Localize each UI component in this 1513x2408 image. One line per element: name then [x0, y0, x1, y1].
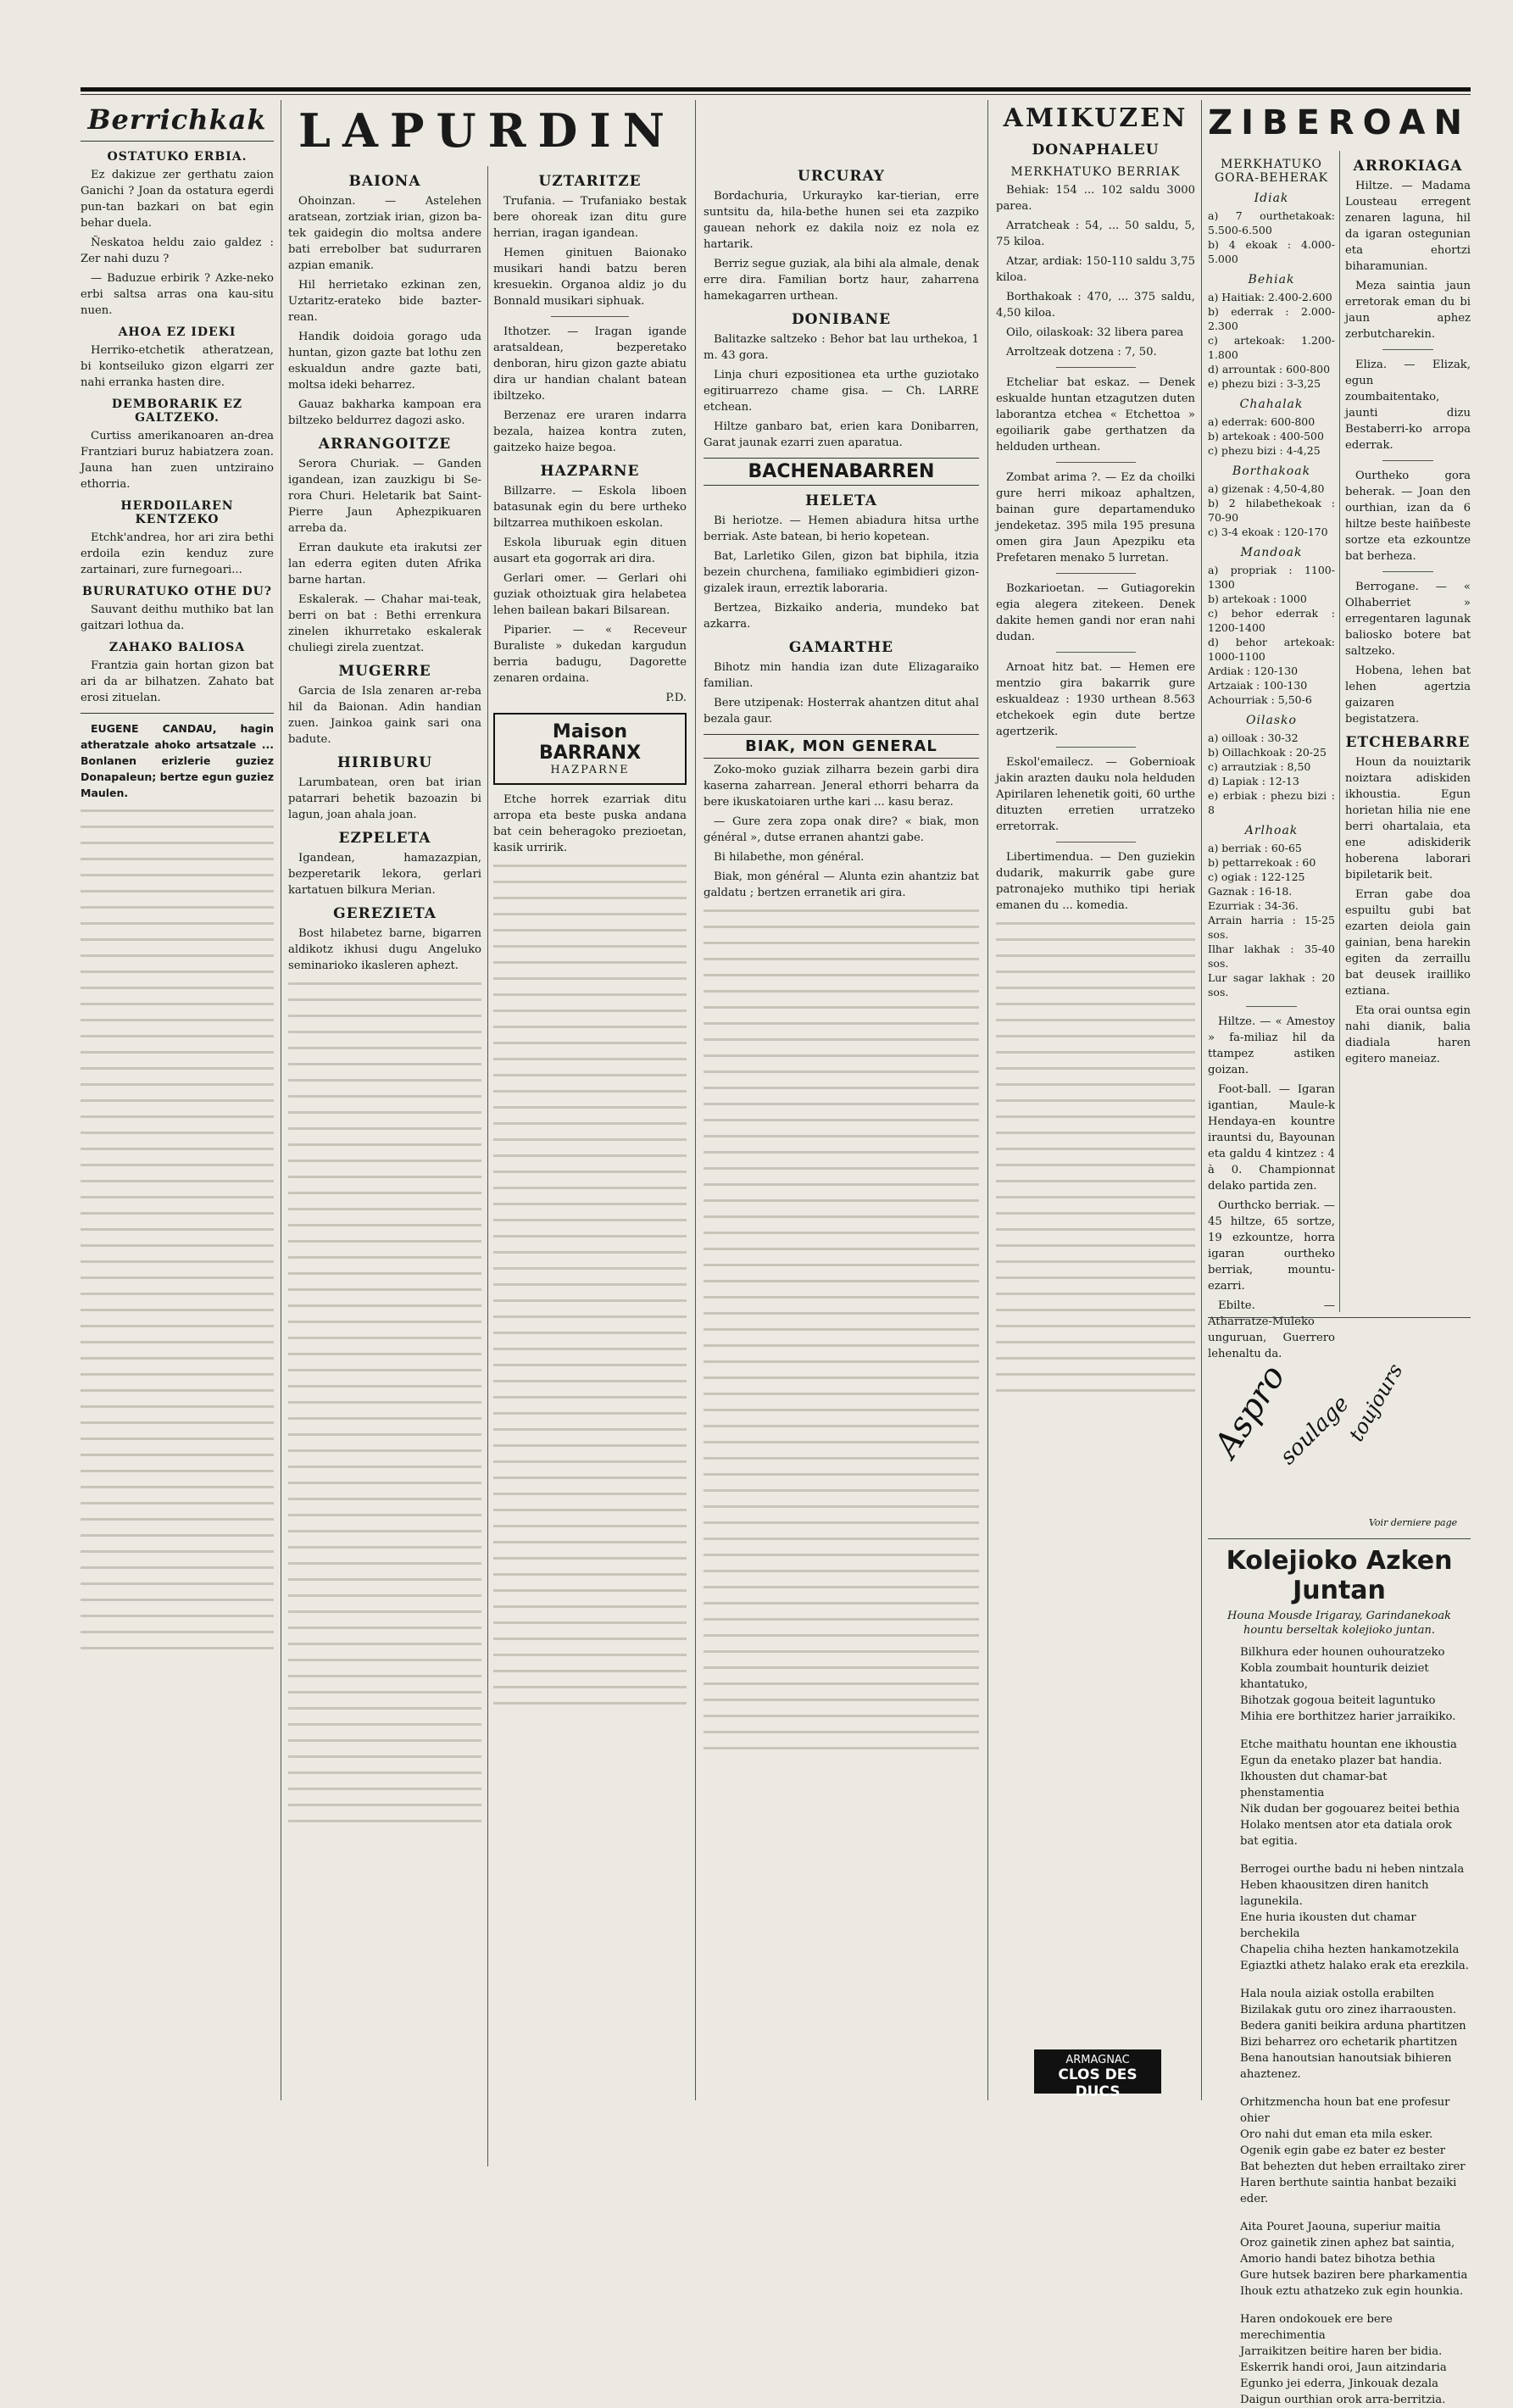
signature: P.D. — [665, 692, 687, 704]
paragraph: Sauvant deithu muthiko bat lan gaitzari lothua da. — [81, 603, 274, 632]
heading-arrangoitze: ARRANGOITZE — [318, 436, 452, 453]
heading-ostatuko-erbia: OSTATUKO ERBIA. — [107, 150, 248, 164]
price-line: Artzaiak : 100-130 — [1208, 679, 1308, 692]
price-list — [1208, 731, 1335, 817]
paragraph: Gauaz bakharka kampoan era biltzeko beldurrez dagozi asko. — [288, 398, 481, 427]
heading-donibane: DONIBANE — [791, 311, 892, 328]
poem-line: Kobla zoumbait hounturik deiziet khantatuko, — [1240, 1662, 1429, 1691]
price-line: Ezurriak : 34-36. — [1208, 899, 1299, 912]
poem-line: Amorio handi batez bihotza bethia — [1240, 2253, 1436, 2266]
paragraph: — Gure zera zopa onak dire? « biak, mon général », dutse erranen ahantzi gabe. — [704, 815, 979, 844]
paragraph: Eskalerak. — Chahar mai-teak, berri on bat : Bethi errenkura zinelen ikhurretako eskalerak chuliegi zirela zuentzat. — [288, 593, 481, 654]
text-block — [704, 904, 979, 1752]
price-list — [1208, 481, 1335, 539]
column-divider — [1339, 151, 1340, 1312]
paragraph: Behiak: 154 ... 102 saldu 3000 parea. — [996, 184, 1195, 213]
paragraph: Zombat arima ?. — Ez da choilki gure herri mikoaz aphaltzen, bainan gure departamenduko jendeketaz. 395 mila 195 presuna omen gira Jaun Apezpiku eta Prefetaren menako 5 lurretan. — [996, 471, 1195, 564]
price-line: Achourriak : 5,50-6 — [1208, 693, 1312, 706]
paragraph: Balitazke saltzeko : Behor bat lau urthekoa, 1 m. 43 gora. — [704, 333, 979, 362]
price-line: Lur sagar lakhak : 20 sos. — [1208, 971, 1335, 998]
column-divider — [987, 100, 988, 2100]
handwriting-graphic — [1208, 1318, 1471, 1538]
price-line: d) Lapiak : 12-13 — [1208, 775, 1299, 787]
heading-demborarik: DEMBORARIK EZ GALTZEKO. — [111, 398, 243, 425]
heading-bachenabarren: BACHENABARREN — [704, 458, 979, 486]
poem-line: Bizilakak gutu oro zinez iharraousten. — [1240, 2004, 1457, 2016]
divider — [1056, 842, 1136, 843]
paragraph: Meza saintia jaun erretorak eman du bi jaun aphez zerbutcharekin. — [1345, 280, 1471, 341]
poem-line: Bizi beharrez oro echetarik phartitzen — [1240, 2036, 1458, 2049]
poem-line: Bena hanoutsian hanoutsiak bihieren ahaztenez. — [1240, 2052, 1452, 2081]
paragraph: Bi hilabethe, mon général. — [714, 851, 865, 864]
poem-line: Etche maithatu hountan ene ikhoustia — [1240, 1738, 1457, 1751]
divider — [1382, 571, 1432, 572]
heading-baiona: BAIONA — [348, 173, 421, 190]
paragraph: Etche horrek ezarriak ditu arropa eta beste puska andana bat cein beheragoko prezioetan, kasik urririk. — [493, 793, 687, 854]
poem-line: Orhitzmencha houn bat ene profesur ohier — [1240, 2096, 1450, 2125]
subheading: Oilasko — [1246, 714, 1297, 727]
column-divider — [1201, 100, 1202, 2100]
subheading: Behiak — [1248, 273, 1295, 286]
paragraph: Hobena, lehen bat lehen agertzia gaizaren begistatzera. — [1345, 665, 1471, 726]
heading-etchebarre: ETCHEBARRE — [1345, 734, 1471, 751]
paragraph: Bordachuria, Urkurayko kar-tierian, erre suntsitu da, hila-bethe hunen sei eta zazpiko gauean nehork ez dakila noiz ez nola ez hartarik. — [704, 190, 979, 251]
paragraph: Trufania. — Trufaniako bestak bere ohoreak izan ditu gure herrian, iragan igandean. — [493, 195, 687, 240]
armagnac-stamp — [1034, 2049, 1161, 2100]
paragraph: Garcia de Isla zenaren ar-reba hil da Baionan. Adin handian zuen. Jainkoa gaink sari ona badute. — [288, 685, 481, 746]
column-divider — [695, 100, 696, 2100]
paragraph: Berriz segue guziak, ala bihi ala almale, denak erre dira. Familian bortz haur, zaharrena hamekagarren urthean. — [704, 258, 979, 303]
price-line: Gaznak : 16-18. — [1208, 885, 1293, 898]
paragraph: Berzenaz ere uraren indarra bezala, haizea kontra zuten, gaitzeko haize begoa. — [493, 409, 687, 454]
paragraph: Erran daukute eta irakutsi zer lan ederra egiten duten Afrika barne hartan. — [288, 542, 481, 587]
paragraph: Bihotz min handia izan dute Elizagaraiko familian. — [704, 661, 979, 690]
price-line: e) phezu bizi : 3-3,25 — [1208, 377, 1321, 390]
poem-line: Hala noula aiziak ostolla erabilten — [1240, 1988, 1435, 2000]
paragraph: Borthakoak : 470, ... 375 saldu, 4,50 kiloa. — [996, 291, 1195, 320]
advert-candau: EUGENE CANDAU, hagin atheratzale ahoko artsatzale ... Bonlanen erizlerie guziez Donapaleun; bertze egun guziez Maulen. — [81, 722, 274, 799]
divider — [1246, 1006, 1297, 1007]
paragraph: Ebilte. — Atharratze-Muleko unguruan, Guerrero lehenaltu da. — [1208, 1299, 1335, 1360]
subheading: Borthakoak — [1232, 464, 1311, 478]
paragraph: Ñeskatoa heldu zaio galdez : Zer nahi duzu ? — [81, 236, 274, 265]
paragraph: Curtiss amerikanoaren an-drea Frantziari buruz habiatzera zoan. Jauna han zuen untziraino ethorria. — [81, 430, 274, 491]
price-line: b) artekoak : 400-500 — [1208, 430, 1324, 442]
price-line: c) arrautziak : 8,50 — [1208, 760, 1311, 773]
masthead-lapurdin: LAPURDIN — [298, 103, 676, 158]
paragraph: Eskola liburuak egin dituen ausart eta gogorrak ari dira. — [493, 537, 687, 565]
price-line: c) phezu bizi : 4-4,25 — [1208, 444, 1321, 457]
paragraph: Arroltzeak dotzena : 7, 50. — [1006, 346, 1157, 359]
price-line: b) 2 hilabethekoak : 70-90 — [1208, 497, 1335, 524]
price-line: c) ogiak : 122-125 — [1208, 870, 1305, 883]
heading-mugerre: MUGERRE — [338, 663, 431, 680]
masthead-spacer — [704, 100, 979, 161]
paragraph: Hemen ginituen Baionako musikari handi batzu beren kresuekin. Organoa aldiz jo du Bonnald musikari siphuak. — [493, 247, 687, 308]
paragraph: Igandean, hamazazpian, bezperetarik lekora, gerlari kartatuen bilkura Merian. — [288, 852, 481, 897]
paragraph: Bertzea, Bizkaiko anderia, mundeko bat azkarra. — [704, 602, 979, 631]
price-line: d) arrountak : 600-800 — [1208, 363, 1331, 375]
paragraph: Arratcheak : 54, ... 50 saldu, 5, 75 kiloa. — [996, 220, 1195, 248]
paragraph: Atzar, ardiak: 150-110 saldu 3,75 kiloa. — [996, 255, 1195, 284]
advert-subtitle: HAZPARNE — [550, 764, 630, 776]
poem-line: Oroz gainetik zinen aphez bat saintia, — [1240, 2237, 1455, 2250]
paragraph: Biak, mon général — Alunta ezin ahantziz bat galdatu ; bertzen erranetik ari gira. — [704, 870, 979, 899]
heading-gamarthe: GAMARTHE — [788, 639, 894, 656]
column-lapurdin — [288, 100, 687, 2100]
price-list — [1208, 563, 1335, 707]
price-line: d) behor artekoak: 1000-1100 — [1208, 636, 1335, 663]
paragraph: Gerlari omer. — Gerlari ohi guziak othoiztuak gira helabetea lehen bailean bakari Bilsarean. — [493, 572, 687, 617]
paragraph: Ithotzer. — Iragan igande aratsaldean, bezperetako denboran, hiru gizon gazte abiatu dira ur handian chalant batean ibiltzeko. — [493, 325, 687, 403]
price-line: a) gizenak : 4,50-4,80 — [1208, 482, 1325, 495]
poem-line: Mihia ere borthitzez harier jarraikiko. — [1240, 1710, 1456, 1723]
price-list — [1208, 209, 1335, 266]
text-block — [996, 917, 1195, 1392]
paragraph: Eta orai ountsa egin nahi dianik, balia diadiala haren egitero maneiaz. — [1345, 1004, 1471, 1065]
paragraph: Oilo, oilaskoak: 32 libera parea — [1006, 326, 1184, 339]
poem-line: Jarraikitzen beitire haren ber bidia. — [1240, 2345, 1443, 2358]
heading-urcuray: URCURAY — [798, 168, 885, 185]
price-line: b) 4 ekoak : 4.000-5.000 — [1208, 238, 1335, 265]
subcolumn-arrokiaga — [1345, 151, 1471, 1312]
stanza-gap — [1208, 2083, 1471, 2094]
column-divider — [487, 166, 488, 2166]
price-line: a) ederrak: 600-800 — [1208, 415, 1316, 428]
paragraph: Ourthcko berriak. — 45 hiltze, 65 sortze, 19 ezkountze, horra igaran ourtheko berriak, mountu-ezarri. — [1208, 1199, 1335, 1293]
paragraph: Eliza. — Elizak, egun zoumbaitentako, jaunti dizu Bestaberri-ko arropa ederrak. — [1345, 359, 1471, 452]
top-rule-thin — [81, 94, 1471, 95]
paragraph: Handik doidoia gorago uda huntan, gizon gazte bat lothu zen eskualdun andre gazte bati, moltsa ideki beharrez. — [288, 331, 481, 392]
paragraph: Eskol'emailecz. — Gobernioak jakin arazten dauku nola helduden Apirilaren lehenetik goiti, 60 urthe dituzten erretien urratzeko erretorrak. — [996, 756, 1195, 833]
poem-line: Bedera ganiti beikira arduna phartitzen — [1240, 2020, 1466, 2033]
heading-herdoilaren: HERDOILAREN KENTZEKO — [120, 499, 234, 526]
divider — [1056, 367, 1136, 368]
stamp-line-2: CLOS DES DUCS — [1058, 2066, 1138, 2100]
column-berrichkak — [81, 100, 274, 2100]
price-line: b) Oillachkoak : 20-25 — [1208, 746, 1327, 759]
heading-bururatuko: BURURATUKO OTHE DU? — [81, 585, 273, 598]
text-block — [493, 859, 687, 1707]
divider — [1056, 573, 1136, 574]
price-line: a) propriak : 1100-1300 — [1208, 564, 1335, 591]
stanza-gap — [1208, 1725, 1471, 1737]
subheading-merkhatuko: MERKHATUKO BERRIAK — [1010, 165, 1181, 179]
poem-line: Haren ondokouek ere bere merechimentia — [1240, 2313, 1393, 2342]
subcolumn-market — [1208, 151, 1335, 1360]
poem-title: Kolejioko Azken Juntan — [1226, 1546, 1453, 1605]
paragraph: Bost hilabetez barne, bigarren aldikotz ikhusi dugu Angeluko seminarioko ikasleren aphezt. — [288, 927, 481, 972]
heading-heleta: HELETA — [805, 492, 877, 509]
heading-gerezieta: GEREZIETA — [333, 905, 437, 922]
subheading: Arlhoak — [1244, 824, 1299, 837]
poem-line: Bihotzak gogoua beiteit laguntuko — [1240, 1694, 1436, 1707]
price-line: Ilhar lakhak : 35-40 sos. — [1208, 943, 1335, 970]
poem-line: Daigun ourthian orok arra-berritzia. — [1240, 2394, 1446, 2406]
poem-line: Ogenik egin gabe ez bater ez bester — [1240, 2144, 1446, 2157]
paragraph: Bere utzipenak: Hosterrak ahantzen ditut ahal bezala gaur. — [704, 697, 979, 726]
subheading: Mandoak — [1240, 546, 1303, 559]
paragraph: Frantzia gain hortan gizon bat ari da ar bilhatzen. Zahato bat erosi zituelan. — [81, 659, 274, 704]
price-line: a) Haitiak: 2.400-2.600 — [1208, 291, 1332, 303]
poem-line: Nik dudan ber gogouarez beitei bethia — [1240, 1803, 1460, 1816]
paragraph: Etchk'andrea, hor ari zira bethi erdoila ezin kenduz zure zartainari, zure furnegoari... — [81, 531, 274, 576]
handwriting-word: Aspro — [1206, 1358, 1293, 1465]
text-block — [81, 804, 274, 1652]
top-rule — [81, 87, 1471, 92]
heading-hiriburu: HIRIBURU — [337, 754, 433, 771]
paragraph: Ourtheko gora beherak. — Joan den ourthian, izan da 6 hiltze beste haiñbeste sortze eta ezkountze bat berheza. — [1345, 470, 1471, 563]
poem-line: Oro nahi dut eman eta mila esker. — [1240, 2128, 1433, 2141]
paragraph: Arnoat hitz bat. — Hemen ere mentzio gira bakarrik gure eskualdeaz : 1930 urthean 8.563 etchekoek egin dute bertze agertzerik. — [996, 661, 1195, 738]
paragraph: Hiltze. — « Amestoy » fa-miliaz hil da ttampez astiken goizan. — [1208, 1015, 1335, 1076]
stanza-gap — [1208, 2300, 1471, 2311]
heading-merkhatuko: MERKHATUKO GORA-BEHERAK — [1214, 158, 1329, 185]
poem-line: Haren berthute saintia hanbat bezaiki eder. — [1240, 2177, 1457, 2205]
paragraph: Hiltze ganbaro bat, erien kara Donibarren, Garat jaunak ezarri zuen aparatua. — [704, 420, 979, 449]
paragraph: Linja churi ezpositionea eta urthe guziotako egitiruarrezo chame gisa. — Ch. LARRE etchean. — [704, 369, 979, 414]
text-block — [288, 977, 481, 1825]
subheading: Chahalak — [1239, 398, 1304, 411]
paragraph: Foot-ball. — Igaran igantian, Maule-k Hendaya-en kountre irauntsi du, Bayounan eta galdu 4 kintzez : 4 à 0. Championnat delako partida zen. — [1208, 1083, 1335, 1193]
handwriting-note: Voir derniere page — [1369, 1517, 1458, 1528]
handwriting-word: toujours — [1343, 1360, 1408, 1446]
stanza-gap — [1208, 1974, 1471, 1986]
poem-subtitle: Houna Mousde Irigaray, Garindanekoak hountu berseltak kolejioko juntan. — [1227, 1610, 1451, 1637]
paragraph: Larumbatean, oren bat irian patarrari behetik bazoazin bi lagun, joan ahala joan. — [288, 776, 481, 821]
masthead-berrichkak: Berrichkak — [81, 103, 274, 142]
price-line: c) 3-4 ekoak : 120-170 — [1208, 526, 1328, 538]
poem-line: Ihouk eztu athatzeko zuk egin hounkia. — [1240, 2285, 1464, 2298]
divider — [551, 316, 628, 317]
masthead-amikuzen: AMIKUZEN — [1003, 103, 1188, 133]
price-line: a) berriak : 60-65 — [1208, 842, 1302, 854]
divider — [1382, 460, 1432, 461]
poem-line: Egunko jei ederra, Jinkouak dezala — [1240, 2377, 1438, 2390]
poem-line: Heben khaousitzen diren hanitch lagunekila. — [1240, 1879, 1429, 1908]
stanza-gap — [1208, 1849, 1471, 1861]
divider — [1056, 747, 1136, 748]
newspaper-page — [81, 100, 1471, 2406]
stanza-gap — [1208, 2207, 1471, 2219]
subcolumn-left — [288, 166, 481, 2166]
paragraph: Ohoinzan. — Astelehen aratsean, zortziak irian, gizon ba-tek gaidegin dio moltsa andere bati errebolber bat sudurraren azpian emanik. — [288, 195, 481, 272]
subcolumn-right — [493, 166, 687, 2166]
paragraph: Bi heriotze. — Hemen abiadura hitsa urthe berriak. Aste batean, bi herio kopetean. — [704, 514, 979, 543]
price-line: a) 7 ourthetakoak: 5.500-6.500 — [1208, 209, 1335, 236]
poem-line: Holako mentsen ator eta datiala orok bat egitia. — [1240, 1819, 1452, 1848]
price-line: c) behor ederrak : 1200-1400 — [1208, 607, 1335, 634]
paragraph: Piparier. — « Receveur Buraliste » dukedan kargudun berria badugu, Dagorette zenaren ordaina. — [493, 624, 687, 685]
paragraph: Berrogane. — « Olhaberriet » erregentaren lagunak baliosko botere bat saltzeko. — [1345, 581, 1471, 658]
poem-line: Bat behezten dut heben errailtako zirer — [1240, 2161, 1466, 2173]
paragraph: Ez dakizue zer gerthatu zaion Ganichi ? Joan da ostatura egerdi pun-tan bazkari on bat egin behar duela. — [81, 169, 274, 230]
paragraph: Hiltze. — Madama Lousteau erregent zenaren laguna, hil da igaran ostegunian eta ehortzi biharamunian. — [1345, 180, 1471, 273]
paragraph: Herriko-etchetik atheratzean, bi kontseiluko gizon elgarri zer nahi erranka hasten dire. — [81, 344, 274, 389]
poem-line: Egun da enetako plazer bat handia. — [1240, 1755, 1443, 1767]
handwriting-word: soulage — [1275, 1391, 1354, 1471]
heading-ezpeleta: EZPELETA — [338, 830, 431, 847]
subheading: Idiak — [1254, 192, 1289, 205]
poem-line: Eskerrik handi oroi, Jaun aitzindaria — [1240, 2361, 1447, 2374]
heading-zahako-baliosa: ZAHAKO BALIOSA — [108, 641, 246, 654]
price-line: b) pettarrekoak : 60 — [1208, 856, 1316, 869]
price-line: Ardiak : 120-130 — [1208, 665, 1299, 677]
advert-title: Maison BARRANX — [538, 721, 642, 764]
poem-line: Aita Pouret Jaouna, superiur maitia — [1240, 2221, 1441, 2233]
divider — [81, 713, 274, 714]
paragraph: Serora Churiak. — Ganden igandean, izan zauzkigu bi Se-rora Churi. Heletarik bat Saint-Pierre Jaun Aphezpikuaren arreba da. — [288, 458, 481, 535]
poem-body — [1208, 1644, 1471, 2408]
paragraph: Bozkarioetan. — Gutiagorekin egia alegera zitekeen. Denek dakite hemen gandi nor eran nahi dudan. — [996, 582, 1195, 643]
price-line: c) artekoak: 1.200-1.800 — [1208, 334, 1335, 361]
poem-line: Bilkhura eder hounen ouhouratzeko — [1240, 1646, 1445, 1659]
poem-line: Egiaztki athetz halako erak eta erezkila. — [1240, 1960, 1469, 1972]
paragraph: Hil herrietako ezkinan zen, Uztaritz-erateko bide bazter-rean. — [288, 279, 481, 324]
price-line: b) ederrak : 2.000-2.300 — [1208, 305, 1335, 332]
poem-line: Ene huria ikousten dut chamar berchekila — [1240, 1911, 1416, 1940]
divider — [1382, 349, 1432, 350]
price-list — [1208, 414, 1335, 458]
paragraph: Etcheliar bat eskaz. — Denek eskualde huntan etzagutzen duten laborantza etchea « Etchettoa » egoiliarik gabe gerthatzen da helduden urthean. — [996, 376, 1195, 453]
masthead-ziberoan: ZIBEROAN — [1208, 103, 1471, 142]
heading-biak-mon-general: BIAK, MON GENERAL — [704, 734, 979, 759]
heading-uztaritze: UZTARITZE — [538, 173, 642, 190]
price-list — [1208, 290, 1335, 391]
advert-barranx — [493, 713, 687, 785]
divider — [1056, 462, 1136, 463]
paragraph: Erran gabe doa espuiltu gubi bat ezarten deiola gain gainian, bena harekin egiten da zerraillu bat deusek irailliko eztiana. — [1345, 888, 1471, 998]
paragraph: Billzarre. — Eskola liboen batasunak egin du bere urtheko biltzarrea muthikoen eskolan. — [493, 485, 687, 530]
price-list — [1208, 841, 1335, 999]
heading-hazparne: HAZPARNE — [540, 463, 640, 480]
price-line: b) artekoak : 1000 — [1208, 592, 1307, 605]
paragraph: Libertimendua. — Den guziekin dudarik, makurrik gabe gure patronajeko muthiko tipi heriak emanen du ... komedia. — [996, 851, 1195, 912]
poem-line: Ikhousten dut chamar-bat phenstamentia — [1240, 1771, 1388, 1799]
paragraph: — Baduzue erbirik ? Azke-neko erbi saltsa arras ona kau-situ nuen. — [81, 272, 274, 317]
paragraph: Bat, Larletiko Gilen, gizon bat biphila, itzia bezein churchena, familiako egimbidieri gizon-gizalek iraun, erreztik laboraria. — [704, 550, 979, 595]
heading-ahoa-ez-ideki: AHOA EZ IDEKI — [118, 325, 236, 339]
aspro-advert — [1208, 1317, 1471, 1539]
paragraph: Houn da nouiztarik noiztara adiskiden ikhoustia. Egun horietan hilia nie ene berri ohartalaia, eta ene adiskiderik hoberena laborari bipiletarik beit. — [1345, 756, 1471, 881]
paragraph: Zoko-moko guziak zilharra bezein garbi dira kaserna zaharrean. Jeneral ethorri beharra da bere ikuskatoiaren urthe kari ... kasu beraz. — [704, 764, 979, 809]
column-ziberoan — [1206, 100, 1471, 2406]
poem-line: Chapelia chiha hezten hankamotzekila — [1240, 1944, 1460, 1956]
price-line: Arrain harria : 15-25 sos. — [1208, 914, 1335, 941]
stamp-line-1: ARMAGNAC — [1065, 2054, 1130, 2066]
heading-donaphaleu: DONAPHALEU — [1032, 142, 1160, 158]
heading-arrokiaga: ARROKIAGA — [1353, 158, 1463, 175]
column-amikuzen — [996, 100, 1195, 2100]
column-lapurdin-3 — [704, 100, 979, 2100]
price-line: a) oilloak : 30-32 — [1208, 731, 1299, 744]
divider — [1056, 652, 1136, 653]
poem-line: Berrogei ourthe badu ni heben nintzala — [1240, 1863, 1465, 1876]
price-line: e) erbiak : phezu bizi : 8 — [1208, 789, 1335, 816]
poem-line: Gure hutsek baziren bere pharkamentia — [1240, 2269, 1468, 2282]
